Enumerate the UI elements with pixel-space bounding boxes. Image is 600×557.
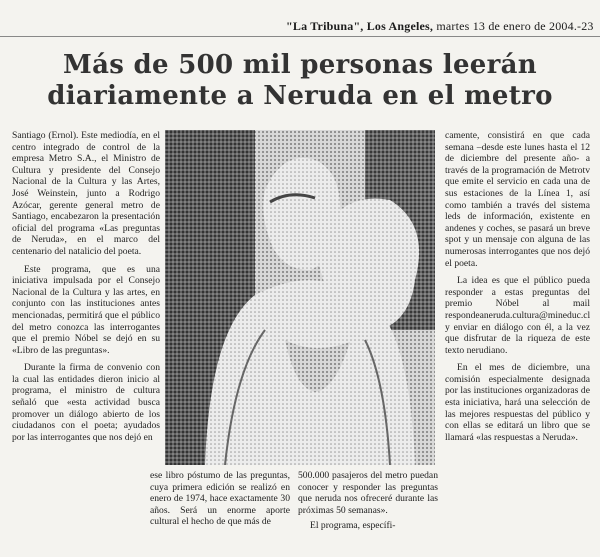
paragraph: El programa, específi- [310, 520, 396, 532]
paragraph: Santiago (Ernol). Este mediodía, en el centro integrado de control de la empresa Metro S.A., el Ministro de Cultura y presidente del Consejo Nacional de la Cultura y las Artes, José Weinstein, junto a Rodrigo Azócar, gerente general metro de Santiago, encabezaron la presentación oficial del programa «Las preguntas de Neruda», en el marco del centenario del natalicio del poeta. [12, 130, 160, 257]
paragraph: 500.000 pasajeros del metro puedan conocer y responder las preguntas que neruda nos ofreceré durante las próximas 50 semanas». [298, 470, 438, 516]
issue-date: martes 13 de enero de 2004.-23 [436, 19, 594, 33]
paragraph: La idea es que el público pueda responder a estas preguntas del premio Nóbel al mail respondeaneruda.cultura@mineduc.cl y enviar en diálogo con él, a la vez que disfrutar de la riqueza de este texto nerudiano. [445, 275, 590, 356]
caption-column-a [150, 470, 290, 555]
article-column-3 [445, 130, 590, 555]
paragraph: camente, consistirá en que cada semana –desde este lunes hasta el 12 de diciembre del presente año- a través de la programación de Metrotv que emite el servicio en cada una de sus estaciones de la Línea 1, así como también a través del sistema leds de información, existente en andenes y coches, se pasará un breve spot y un mensaje con alguna de las numerosas interrogantes que nos dejó el poeta. [445, 130, 590, 269]
paragraph: Este programa, que es una iniciativa impulsada por el Consejo Nacional de la Cultura y las artes, en conjunto con las instituciones antes mencionadas, permitirá que el público del metro conozca las interrogantes que el premio Nóbel se dejó en su «Libro de las preguntas». [12, 263, 160, 356]
headline [0, 50, 600, 112]
paragraph: ese libro póstumo de las preguntas, cuya primera edición se realizó en enero de 1974, hace exactamente 30 años. Será un enorme aporte cultural el hecho de que más de [150, 470, 290, 528]
headline-line-1: Más de 500 mil personas leerán [63, 50, 537, 80]
headline-line-2: diariamente a Neruda en el metro [47, 81, 553, 111]
paragraph: En el mes de diciembre, una comisión especialmente designada por las instituciones organizadoras de esta iniciativa, hará una selección de las mejores respuestas del público y con ellas se editará un libro que se llamará «las respuestas a Neruda». [445, 362, 590, 443]
caption-column-b [298, 470, 438, 555]
paragraph: Durante la firma de convenio con la cual las entidades dieron inicio al programa, el ministro de cultura señaló que «esta actividad busca promover un diálogo abierto de los ciudadanos con el poeta; ayudados por las interrogantes que nos dejó en [12, 362, 160, 443]
header-rule [0, 36, 600, 37]
page-header [286, 19, 594, 34]
article-column-1 [12, 130, 160, 555]
portrait-photo [165, 130, 435, 465]
photo-image [165, 130, 435, 465]
paper-name: "La Tribuna", Los Angeles, [286, 19, 434, 33]
